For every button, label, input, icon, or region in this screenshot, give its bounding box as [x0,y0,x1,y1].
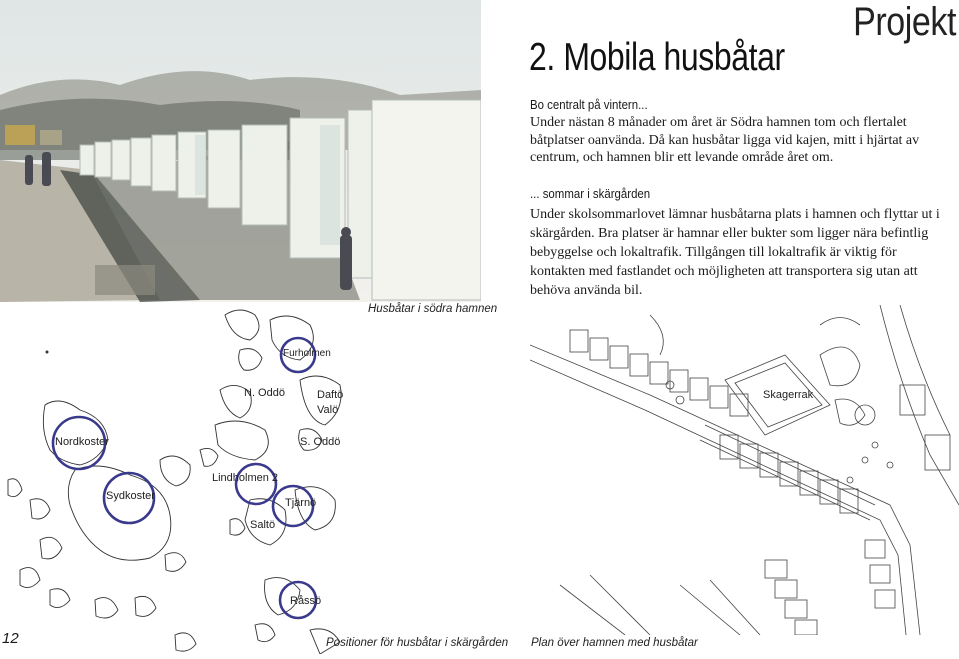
photo-caption: Husbåtar i södra hamnen [368,303,498,315]
paragraph-winter [530,97,950,167]
page-number: 12 [2,630,19,647]
harbor-plan-caption: Plan över hamnen med husbåtar [531,637,698,649]
archipelago-caption: Positioner för husbåtar i skärgården [326,637,509,649]
map-label-furholmen: Furholmen [283,348,331,359]
map-label-s-oddo: S. Oddö [300,436,341,448]
paragraph-body: Under nästan 8 månader om året är Södra hamnen tom och flertalet båtplatser oanvända. Då kan husbåtar ligga vid kajen, mitt i hjärtat av centrum, och hamnen blir ett levande område året om. [530,115,920,165]
map-label-nordkoster: Nordkoster [55,436,109,448]
map-label-lindholmen: Lindholmen 2 [212,472,279,484]
position-marker-lindholmen [236,464,276,504]
map-label-tjarno: Tjärnö [285,497,317,509]
map-label-rasso: Råssö [290,595,322,607]
page-title: 2. Mobila husbåtar [529,36,785,79]
map-label-n-oddo: N. Oddö [244,387,285,399]
map-label-salto: Saltö [250,519,276,531]
harbor-plan [530,305,959,635]
plan-label-skagerrak: Skagerrak [763,389,814,401]
section-title: Projekt [853,0,956,44]
map-label-sydkoster: Sydkoster [106,490,155,502]
paragraph-summer [530,186,952,300]
paragraph-heading: ... sommar i skärgården [530,186,651,201]
map-label-dafto: Daftö [317,389,344,401]
harbor-watercolor-photo [0,0,481,302]
map-label-valo: Valö [317,404,339,416]
paragraph-heading: Bo centralt på vintern... [530,97,648,112]
paragraph-body: Under skolsommarlovet lämnar husbåtarna plats i hamnen och flyttar ut i skärgården. Bra platser är hamnar eller bukter som ligger nära befintlig bebyggelse och lokaltrafik. Tillgången till lokaltrafik är viktig för kontakten med fastlandet och möjligheten att transportera sig utan att behöva använda bil. [530,207,940,298]
